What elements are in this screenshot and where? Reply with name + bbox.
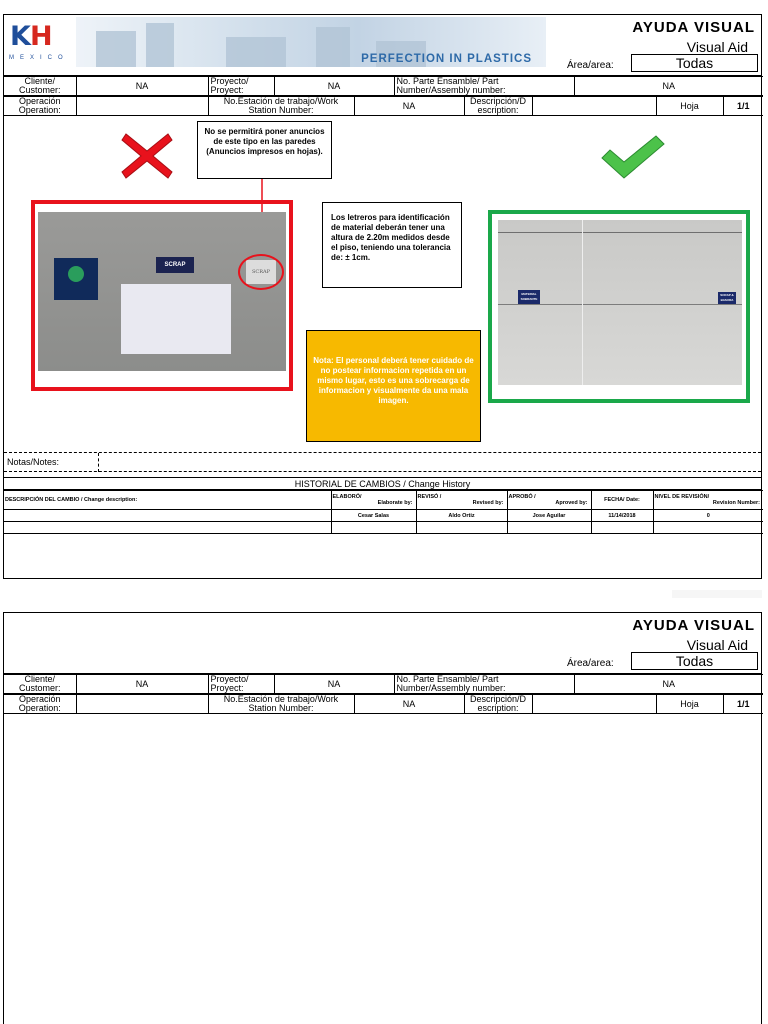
sheet-label-2: Hoja (656, 695, 723, 714)
description-label-2: Descripción/D escription: (464, 695, 532, 714)
visual-aid-sheet-2 (3, 612, 762, 1024)
customer-label-2: Cliente/ Customer: (4, 675, 76, 694)
history-col-revised: REVISÓ / Revised by: (416, 491, 507, 510)
area-value-2: Todas (631, 652, 758, 670)
history-approved: Jose Aguilar (507, 510, 591, 522)
part-label-2: No. Parte Ensamble/ Part Number/Assembly number: (394, 675, 574, 694)
title-es: AYUDA VISUAL (632, 19, 755, 36)
company-logo: KH (10, 21, 52, 52)
station-label-2: No.Estación de trabajo/Work Station Number: (208, 695, 354, 714)
sheet-value: 1/1 (723, 97, 763, 116)
station-label: No.Estación de trabajo/Work Station Number: (208, 97, 354, 116)
history-date: 11/14/2018 (591, 510, 653, 522)
history-revised: Aldo Ortiz (416, 510, 507, 522)
scrap-sign: SCRAP (156, 257, 194, 273)
material-sign: MATERIAL SOBRANTE (518, 290, 540, 304)
notes-label: Notas/Notes: (4, 453, 99, 472)
sign-height-note: Los letreros para identificación de material deberán tener una altura de 2.20m medidos desde el piso, teniendo una tolerancia de: ± 1cm. (322, 202, 462, 288)
history-col-elaborated: ELABORÓ/ Elaborate by: (331, 491, 416, 510)
highlight-circle (238, 254, 284, 290)
scrap-paper-sign: SCRAP (246, 260, 276, 284)
part-label: No. Parte Ensamble/ Part Number/Assembly number: (394, 77, 574, 96)
history-col-approved: APROBÓ / Aproved by: (507, 491, 591, 510)
sheet-value-2: 1/1 (723, 695, 763, 714)
photo-wall-bad (38, 212, 286, 371)
title-en-2: Visual Aid (686, 637, 748, 653)
history-col-description: DESCRIPCIÓN DEL CAMBIO / Change description: (4, 491, 331, 510)
area-value: Todas (631, 54, 758, 72)
part-value-2: NA (574, 675, 763, 694)
incorrect-example-photo (31, 200, 293, 391)
area-label: Área/area: (567, 60, 614, 71)
project-value-2: NA (274, 675, 394, 694)
title-en: Visual Aid (686, 39, 748, 55)
banner-image (76, 17, 546, 67)
operation-label: Operación Operation: (4, 97, 76, 116)
correct-example-photo (488, 210, 750, 403)
operation-label-2: Operación Operation: (4, 695, 76, 714)
operation-value (76, 97, 208, 116)
photo-wall-good (498, 220, 742, 385)
title-es-2: AYUDA VISUAL (632, 617, 755, 634)
brand-banner (4, 15, 564, 73)
customer-value-2: NA (76, 675, 208, 694)
logo-country: MEXICO (9, 55, 69, 61)
operation-value-2 (76, 695, 208, 714)
scrap-trash-sign: SCRAP & BASURA (718, 292, 736, 304)
no-posted-sheets-note: No se permitirá poner anuncios de este tipo en las paredes (Anuncios impresos en hojas). (197, 121, 332, 179)
customer-label: Cliente/ Customer: (4, 77, 76, 96)
history-row-empty (4, 522, 763, 534)
history-revision: 0 (653, 510, 763, 522)
empty-content-area (4, 714, 761, 1024)
area-label-2: Área/area: (567, 658, 614, 669)
sheet-label: Hoja (656, 97, 723, 116)
history-table (4, 490, 763, 534)
station-value: NA (354, 97, 464, 116)
sheet-header (4, 15, 761, 76)
description-value (532, 97, 656, 116)
notes-row (4, 453, 761, 472)
poster-sign (54, 258, 98, 300)
meta-table (4, 76, 763, 96)
sheet-header-2 (4, 613, 761, 674)
tagline: PERFECTION IN PLASTICS (361, 53, 532, 65)
history-col-revision: NIVEL DE REVISIÓN/ Revision Number: (653, 491, 763, 510)
part-value: NA (574, 77, 763, 96)
project-value: NA (274, 77, 394, 96)
meta-table-p2-2 (4, 694, 763, 714)
description-value-2 (532, 695, 656, 714)
description-label: Descripción/D escription: (464, 97, 532, 116)
approve-check-icon (600, 134, 666, 180)
history-row (4, 510, 763, 522)
history-col-date: FECHA/ Date: (591, 491, 653, 510)
visual-aid-sheet-1 (3, 14, 762, 579)
meta-table-2 (4, 96, 763, 116)
page-gap (672, 590, 762, 598)
meta-table-p2 (4, 674, 763, 694)
repeated-info-note: Nota: El personal deberá tener cuidado de no postear informacion repetida en un mismo lugar, esto es una sobrecarga de informacion y visualmente da una mala imagen. (306, 330, 481, 442)
station-value-2: NA (354, 695, 464, 714)
project-label: Proyecto/ Proyect: (208, 77, 274, 96)
history-elaborated: Cesar Salas (331, 510, 416, 522)
history-description (4, 510, 331, 522)
project-label-2: Proyecto/ Proyect: (208, 675, 274, 694)
history-title: HISTORIAL DE CAMBIOS / Change History (4, 478, 761, 490)
printed-sheet (121, 284, 231, 354)
reject-x-icon (120, 130, 174, 182)
instruction-area (4, 116, 761, 453)
customer-value: NA (76, 77, 208, 96)
